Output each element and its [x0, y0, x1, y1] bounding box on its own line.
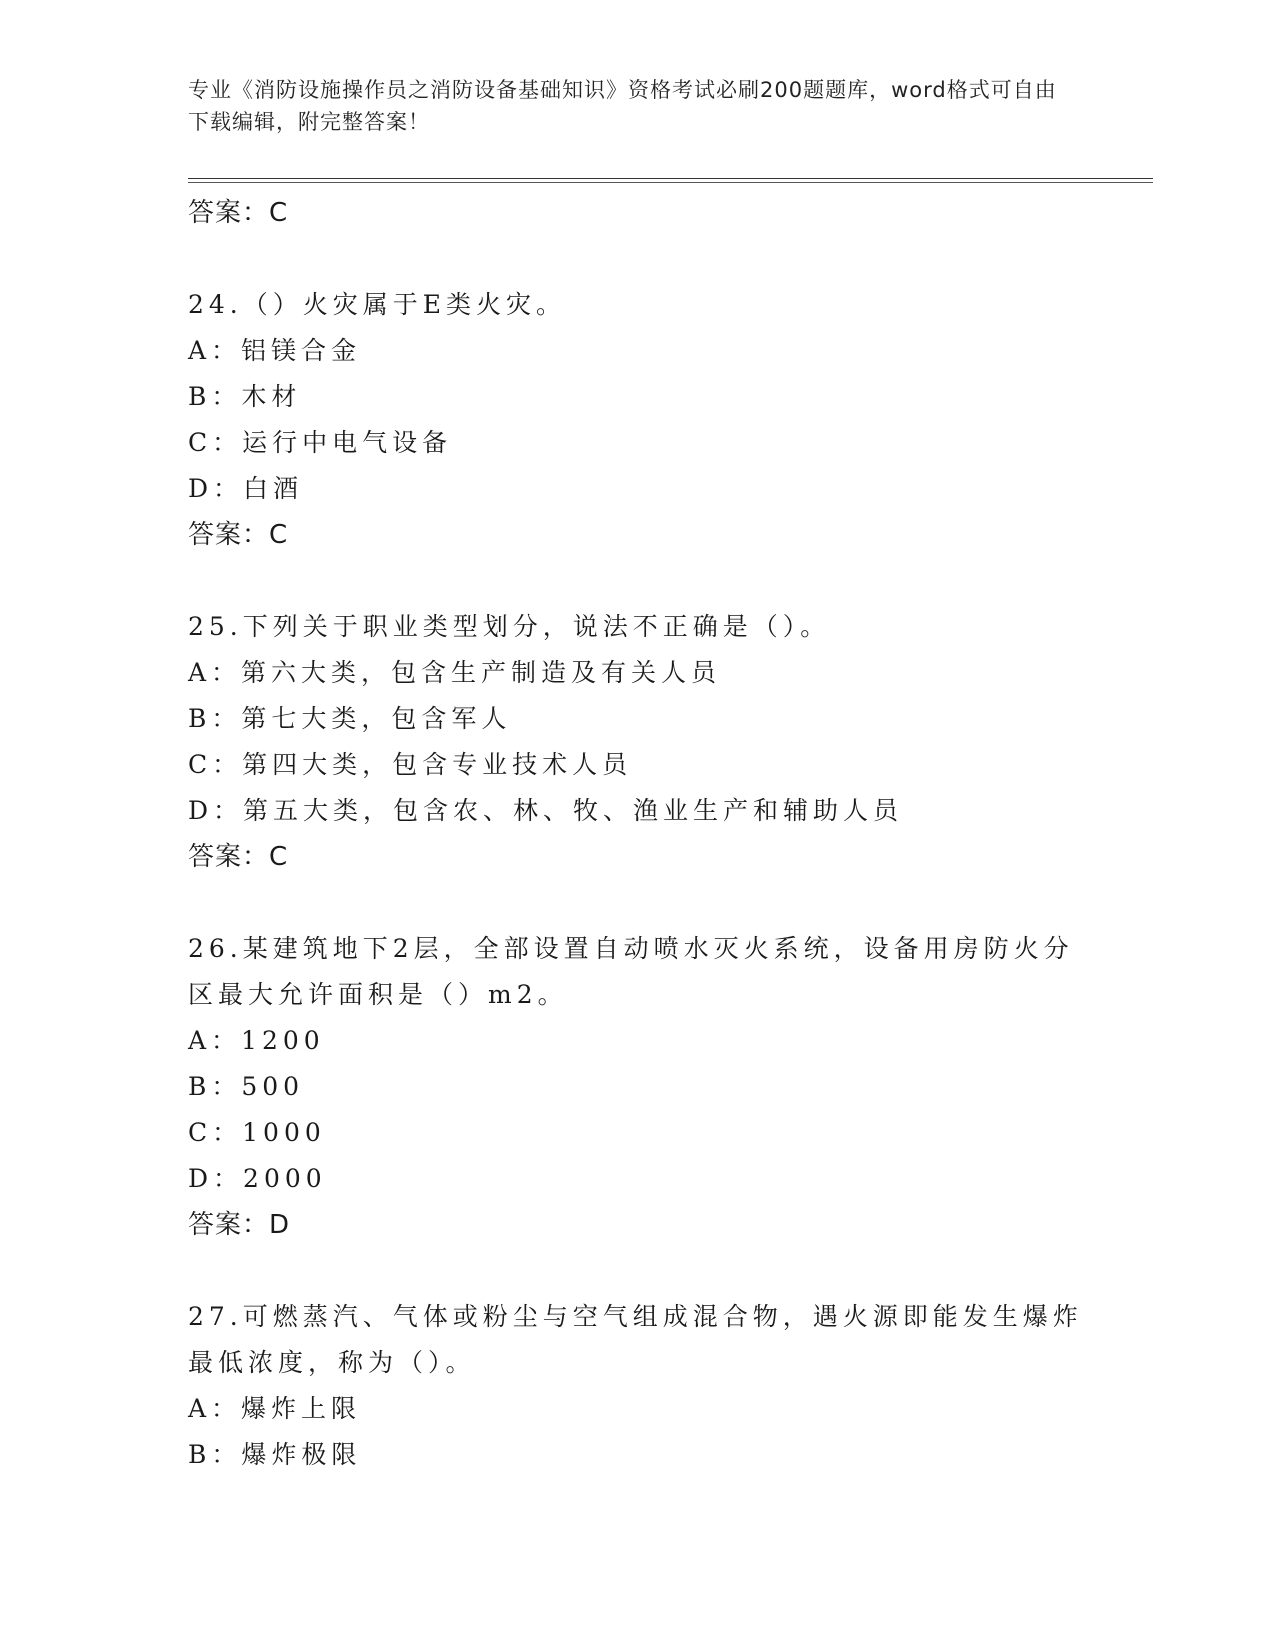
- option-c: C：1000: [188, 1118, 326, 1147]
- question-stem: 25.下列关于职业类型划分，说法不正确是（）。: [188, 612, 831, 641]
- question-24: [188, 282, 1088, 558]
- question-stem: 24.（）火灾属于E类火灾。: [188, 290, 567, 319]
- question-26: [188, 926, 1088, 1248]
- option-d: D：白酒: [188, 474, 304, 503]
- option-a: A：1200: [188, 1026, 325, 1055]
- answer-line: 答案：C: [188, 842, 289, 872]
- question-stem: 26.某建筑地下2层，全部设置自动喷水灭火系统，设备用房防火分区最大允许面积是（）m2。: [188, 934, 1074, 1009]
- document-intro: 专业《消防设施操作员之消防设备基础知识》资格考试必刷200题题库，word格式可自由下载编辑，附完整答案！: [188, 78, 1057, 134]
- answer-line: 答案：C: [188, 520, 289, 550]
- option-b: B：爆炸极限: [188, 1440, 362, 1469]
- option-b: B：500: [188, 1072, 305, 1101]
- option-d: D：第五大类，包含农、林、牧、渔业生产和辅助人员: [188, 796, 904, 825]
- question-25: [188, 604, 1088, 880]
- question-list: [188, 190, 1088, 1478]
- option-b: B：第七大类，包含军人: [188, 704, 512, 733]
- question-stem: 27.可燃蒸汽、气体或粉尘与空气组成混合物，遇火源即能发生爆炸最低浓度，称为（）。: [188, 1302, 1083, 1377]
- option-c: C：运行中电气设备: [188, 428, 453, 457]
- question-27: [188, 1294, 1088, 1478]
- answer-line: 答案：C: [188, 198, 289, 228]
- option-b: B：木材: [188, 382, 302, 411]
- option-a: A：铝镁合金: [188, 336, 362, 365]
- option-c: C：第四大类，包含专业技术人员: [188, 750, 633, 779]
- answer-line: 答案：D: [188, 1210, 291, 1240]
- header-divider-secondary: [188, 182, 1153, 183]
- header-divider: [188, 178, 1153, 179]
- option-d: D：2000: [188, 1164, 327, 1193]
- option-a: A：爆炸上限: [188, 1394, 362, 1423]
- option-a: A：第六大类，包含生产制造及有关人员: [188, 658, 722, 687]
